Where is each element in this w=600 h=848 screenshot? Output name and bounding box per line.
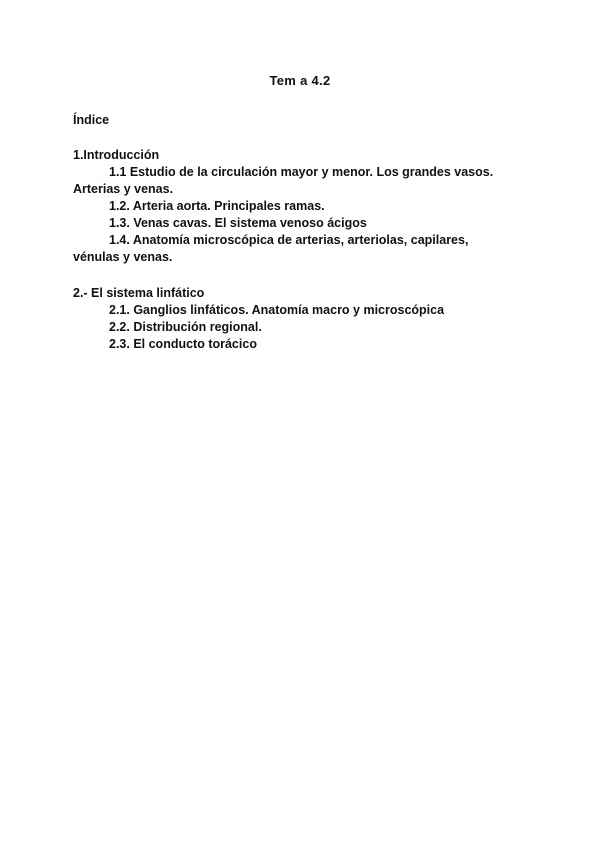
document-title: Tem a 4.2	[269, 73, 331, 88]
toc-item-continuation: Arterias y venas.	[73, 182, 174, 196]
index-block	[73, 112, 533, 129]
toc-item: 2.1. Ganglios linfáticos. Anatomía macro y microscópica	[109, 303, 445, 317]
toc-item: 1.1 Estudio de la circulación mayor y menor. Los grandes vasos.	[109, 165, 494, 179]
section-sistema-linfatico	[73, 285, 533, 353]
section-heading: 2.- El sistema linfático	[73, 286, 205, 300]
toc-item: 1.3. Venas cavas. El sistema venoso ácigos	[109, 216, 367, 230]
toc-item-continuation: vénulas y venas.	[73, 250, 173, 264]
toc-item: 2.2. Distribución regional.	[109, 320, 262, 334]
section-heading: 1.Introducción	[73, 148, 160, 162]
toc-item: 1.4. Anatomía microscópica de arterias, arteriolas, capilares,	[109, 233, 469, 247]
section-introduccion	[73, 147, 533, 266]
toc-item: 2.3. El conducto torácico	[109, 337, 257, 351]
toc-item: 1.2. Arteria aorta. Principales ramas.	[109, 199, 325, 213]
index-heading: Índice	[73, 113, 110, 127]
